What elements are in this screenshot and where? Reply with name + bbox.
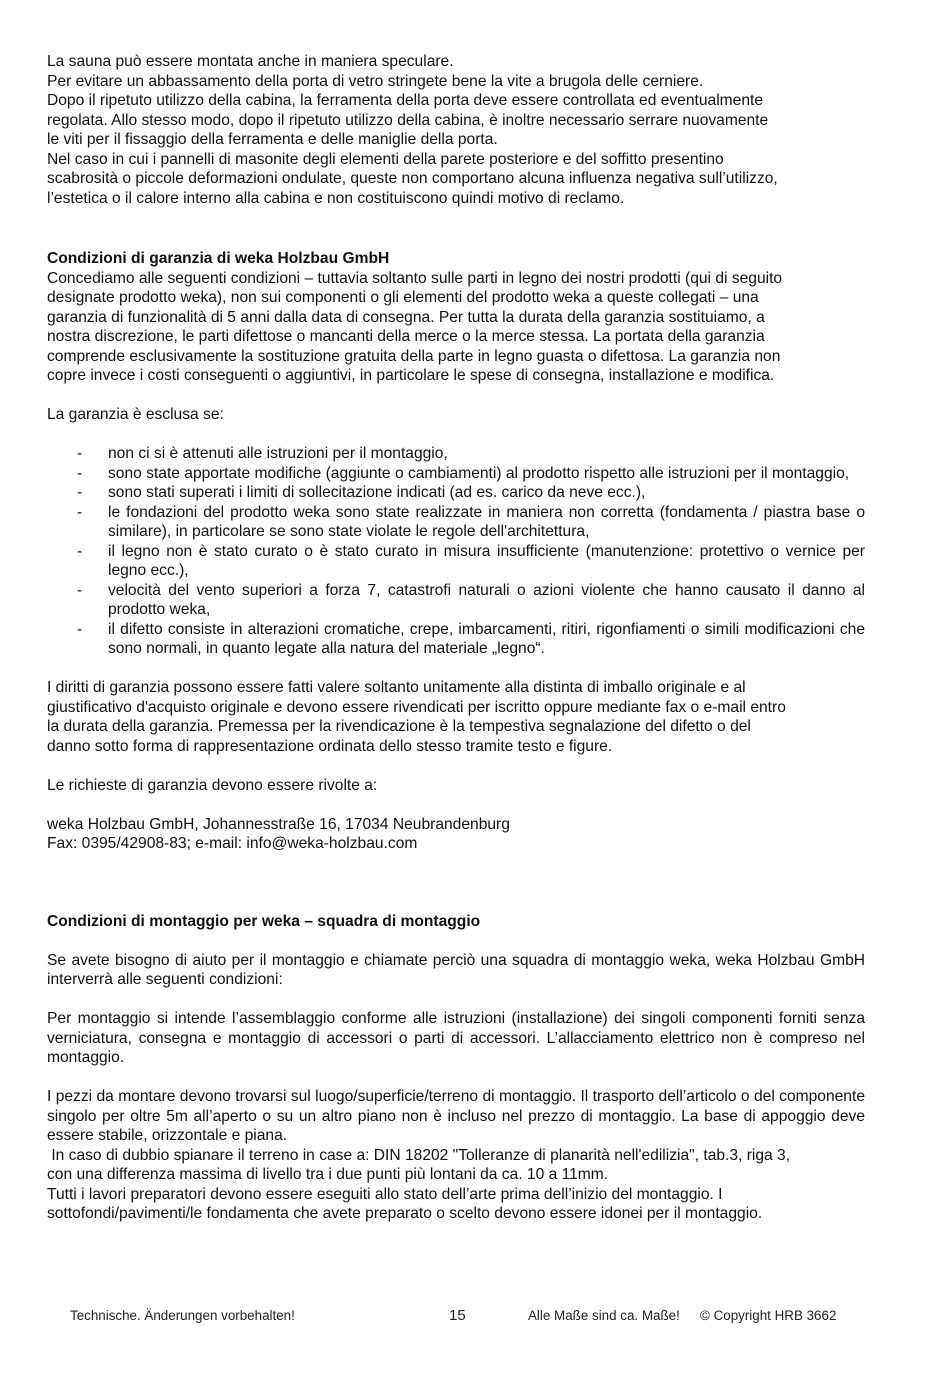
warranty-heading: Condizioni di garanzia di weka Holzbau GmbH bbox=[47, 250, 390, 267]
list-item bbox=[47, 542, 865, 581]
list-item bbox=[47, 620, 865, 659]
assembly-paragraph: Se avete bisogno di aiuto per il montaggio e chiamate perciò una squadra di montaggio weka, weka Holzbau GmbH interverrà alle seguenti condizioni: bbox=[47, 951, 865, 988]
bullet-dash: - bbox=[77, 484, 83, 501]
assembly-heading: Condizioni di montaggio per weka – squadra di montaggio bbox=[47, 912, 481, 930]
list-item-text: non ci si è attenuti alle istruzioni per il montaggio, bbox=[108, 445, 448, 462]
contact-address: weka Holzbau GmbH, Johannesstraße 16, 17034 Neubrandenburg bbox=[47, 815, 510, 833]
spacer bbox=[47, 931, 865, 951]
intro-line: Per evitare un abbassamento della porta di vetro stringete bene la vite a brugola delle cerniere. bbox=[47, 72, 704, 90]
page-number: 15 bbox=[449, 1307, 466, 1324]
list-item bbox=[47, 464, 865, 484]
contact-intro: Le richieste di garanzia devono essere rivolte a: bbox=[47, 776, 378, 794]
contact-fax-email: Fax: 0395/42908-83; e-mail: info@weka-holzbau.com bbox=[47, 835, 418, 852]
list-item-text: le fondazioni del prodotto weka sono state realizzate in maniera non corretta (fondamenta / piastra base o similare), in particolare se sono state violate le regole dell'architettura, bbox=[108, 503, 865, 540]
bullet-dash: - bbox=[77, 445, 83, 462]
spacer bbox=[47, 1068, 865, 1088]
warranty-line: designate prodotto weka), non sui componenti o gli elementi del prodotto weka a queste collegati – una bbox=[47, 289, 759, 306]
assembly-line: con una differenza massima di livello tra i due punti più lontani da ca. 10 a 11mm. bbox=[47, 1166, 609, 1183]
list-item-text: sono state apportate modifiche (aggiunte o cambiamenti) al prodotto rispetto alle istruzioni per il montaggio, bbox=[108, 464, 850, 482]
exclusion-intro: La garanzia è esclusa se: bbox=[47, 406, 224, 423]
spacer bbox=[47, 756, 865, 776]
list-item-text: il legno non è stato curato o è stato curato in misura insufficiente (manutenzione: protettivo o vernice per legno ecc.), bbox=[108, 542, 865, 579]
assembly-section bbox=[47, 912, 865, 1224]
assembly-line: Tutti i lavori preparatori devono essere eseguiti allo stato dell’arte prima dell’inizio del montaggio. I bbox=[47, 1185, 723, 1203]
list-item bbox=[47, 483, 865, 503]
assembly-line: In caso di dubbio spianare il terreno in case a: DIN 18202 "Tolleranze di planarità nell'edilizia", tab.3, riga 3, bbox=[47, 1146, 791, 1164]
list-item bbox=[47, 444, 865, 464]
claims-line: la durata della garanzia. Premessa per la rivendicazione è la tempestiva segnalazione del difetto o del bbox=[47, 718, 751, 735]
assembly-paragraph: Per montaggio si intende l’assemblaggio conforme alle istruzioni (installazione) dei singoli componenti forniti senza verniciatura, consegna e montaggio di accessori o parti di accessori. L’allacciamento elettrico non è compreso nel montaggio. bbox=[47, 1010, 865, 1066]
exclusion-list bbox=[47, 444, 865, 659]
list-item bbox=[47, 581, 865, 620]
intro-line: le viti per il fissaggio della ferramenta e delle maniglie della porta. bbox=[47, 131, 498, 148]
claims-line: I diritti di garanzia possono essere fatti valere soltanto unitamente alla distinta di imballo originale e al bbox=[47, 679, 746, 696]
footer-dimensions-note: Alle Maße sind ca. Maße! bbox=[528, 1308, 680, 1323]
intro-line: La sauna può essere montata anche in maniera speculare. bbox=[47, 53, 454, 70]
list-item-text: velocità del vento superiori a forza 7, catastrofi naturali o azioni violente che hanno causato il danno al prodotto weka, bbox=[108, 581, 865, 618]
footer-copyright: © Copyright HRB 3662 bbox=[700, 1308, 837, 1323]
spacer bbox=[47, 386, 865, 406]
spacer bbox=[47, 990, 865, 1010]
assembly-line: sottofondi/pavimenti/le fondamenta che avete preparato o scelto devono essere idonei per il montaggio. bbox=[47, 1205, 763, 1222]
claims-line: giustificativo d'acquisto originale e devono essere rivendicati per iscritto oppure mediante fax o e-mail entro bbox=[47, 698, 786, 716]
claims-line: danno sotto forma di rappresentazione ordinata dello stesso tramite testo e figure. bbox=[47, 737, 613, 755]
bullet-dash: - bbox=[77, 581, 83, 599]
footer-disclaimer: Technische. Änderungen vorbehalten! bbox=[70, 1308, 295, 1323]
warranty-line: Concediamo alle seguenti condizioni – tuttavia soltanto sulle parti in legno dei nostri prodotti (qui di seguito bbox=[47, 269, 783, 287]
intro-line: l’estetica o il calore interno alla cabina e non costituiscono quindi motivo di reclamo. bbox=[47, 189, 625, 207]
bullet-dash: - bbox=[77, 503, 83, 521]
intro-line: scabrosità o piccole deformazioni ondulate, queste non comportano alcuna influenza negativa sull’utilizzo, bbox=[47, 170, 778, 187]
warranty-line: comprende esclusivamente la sostituzione gratuita della parte in legno guasta o difettosa. La garanzia non bbox=[47, 347, 781, 365]
warranty-section bbox=[47, 249, 865, 854]
intro-section bbox=[47, 52, 865, 208]
list-item-text: sono stati superati i limiti di sollecitazione indicati (ad es. carico da neve ecc.), bbox=[108, 484, 646, 501]
intro-line: Nel caso in cui i pannelli di masonite degli elementi della parete posteriore e del soffitto presentino bbox=[47, 150, 724, 168]
list-item bbox=[47, 503, 865, 542]
warranty-line: copre invece i costi conseguenti o aggiuntivi, in particolare le spese di consegna, installazione e modifica. bbox=[47, 367, 775, 384]
bullet-dash: - bbox=[77, 542, 83, 560]
bullet-dash: - bbox=[77, 620, 83, 638]
bullet-dash: - bbox=[77, 464, 83, 482]
list-item-text: il difetto consiste in alterazioni cromatiche, crepe, imbarcamenti, ritiri, rigonfiamenti o simili modificazioni che sono normali, in quanto legate alla natura del materiale „legno“. bbox=[108, 620, 865, 657]
spacer bbox=[47, 208, 865, 249]
spacer bbox=[47, 854, 865, 912]
warranty-line: nostra discrezione, le parti difettose o mancanti della merce o la merce stessa. La portata della garanzia bbox=[47, 328, 765, 345]
spacer bbox=[47, 659, 865, 679]
document-body bbox=[47, 52, 865, 1224]
warranty-line: garanzia di funzionalità di 5 anni dalla data di consegna. Per tutta la durata della garanzia sostituiamo, a bbox=[47, 308, 765, 326]
assembly-paragraph: I pezzi da montare devono trovarsi sul luogo/superficie/terreno di montaggio. Il trasporto dell’articolo o del componente singolo per oltre 5m all’aperto o su un altro piano non è incluso nel prezzo di montaggio. La base di appoggio deve essere stabile, orizzontale e piana. bbox=[47, 1088, 865, 1144]
spacer bbox=[47, 425, 865, 445]
spacer bbox=[47, 795, 865, 815]
intro-line: regolata. Allo stesso modo, dopo il ripetuto utilizzo della cabina, è inoltre necessario serrare nuovamente bbox=[47, 111, 769, 129]
intro-line: Dopo il ripetuto utilizzo della cabina, la ferramenta della porta deve essere controllata ed eventualmente bbox=[47, 92, 764, 109]
